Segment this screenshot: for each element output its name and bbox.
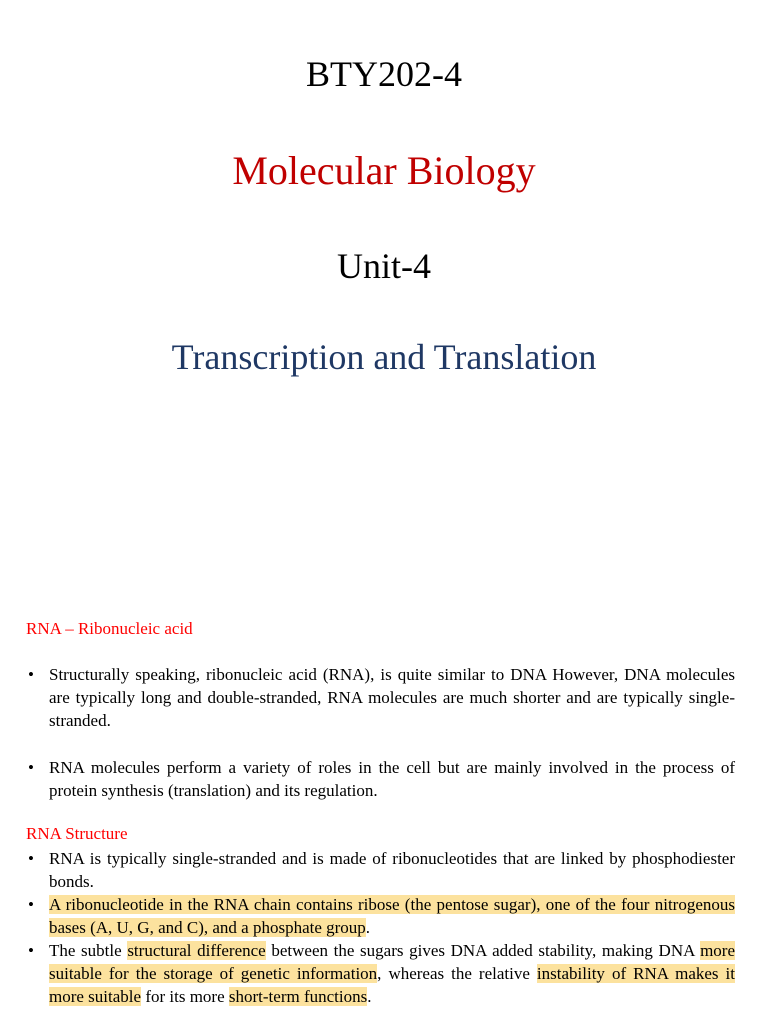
bullet-text: RNA is typically single-stranded and is made of ribonucleotides that are linked by phosphodiester bonds. (49, 849, 735, 891)
unit-label: Unit-4 (337, 246, 431, 286)
bullet-icon: • (28, 941, 34, 960)
text-span: between the sugars gives DNA added stability, making DNA (265, 941, 701, 960)
bullet-icon: • (28, 895, 34, 914)
highlighted-text: structural difference (127, 941, 266, 960)
highlighted-text: more suitable for the storage of genetic information (49, 941, 735, 983)
heading-rna-structure: RNA Structure (26, 824, 128, 843)
bullet-item (28, 847, 735, 893)
text-span: for its more (141, 987, 229, 1006)
content-slide (0, 600, 768, 1024)
bullet-text: RNA molecules perform a variety of roles in the cell but are mainly involved in the process of protein synthesis (translation) and its regulation. (49, 758, 735, 800)
bullet-item (28, 893, 735, 939)
text-span: , whereas the relative (377, 964, 537, 983)
highlighted-text: A ribonucleotide in the RNA chain contains ribose (the pentose sugar), one of the four nitrogenous bases (A, U, G, and C), and a phosphate group (49, 895, 735, 937)
bullet-text: Structurally speaking, ribonucleic acid (RNA), is quite similar to DNA However, DNA molecules are typically long and double-stranded, RNA molecules are much shorter and are typically single-stranded. (49, 665, 735, 730)
bullet-text (49, 893, 735, 939)
highlighted-text: instability of RNA makes it more suitable (49, 964, 735, 1006)
bullet-item (28, 663, 735, 732)
bullet-icon: • (28, 849, 34, 868)
text-span: . (367, 987, 372, 1006)
topic-title: Transcription and Translation (171, 337, 597, 377)
course-code: BTY202-4 (306, 54, 462, 94)
bullet-item (28, 939, 735, 1008)
bullet-icon: • (28, 758, 34, 777)
text-span: . (365, 918, 371, 937)
subject-title: Molecular Biology (232, 148, 536, 193)
bullet-text (49, 939, 735, 1008)
bullet-icon: • (28, 665, 34, 684)
heading-rna: RNA – Ribonucleic acid (26, 619, 193, 638)
highlighted-text: short-term functions (228, 987, 368, 1006)
text-span: The subtle (49, 941, 128, 960)
bullet-item (28, 756, 735, 802)
